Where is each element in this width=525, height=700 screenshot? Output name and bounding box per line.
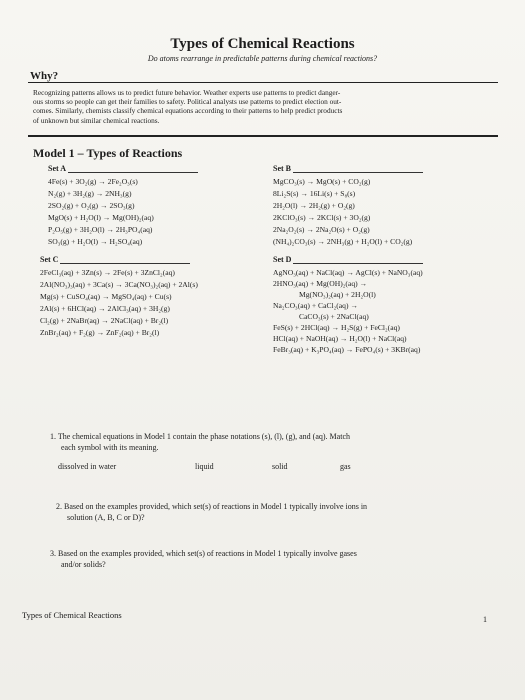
equation: FeS(s) + 2HCl(aq) → H₂S(g) + FeCl₂(aq): [273, 323, 400, 332]
set-d-underline: [293, 255, 423, 264]
question-2: [56, 502, 496, 523]
equation: 2SO₂(g) + O₂(g) → 2SO₃(g): [48, 201, 135, 210]
page-number: 1: [483, 615, 487, 624]
why-line: Recognizing patterns allows us to predict future behavior. Weather experts use patterns to predict danger-: [33, 88, 341, 97]
set-a-equations: [48, 176, 154, 248]
equation: 2Al(NO₃)₃(aq) + 3Ca(s) → 3Ca(NO₃)₂(aq) + 2Al(s): [40, 280, 198, 289]
set-c-header: [40, 255, 190, 264]
set-a-underline: [68, 164, 198, 173]
set-b-label: Set B: [273, 164, 291, 173]
why-paragraph: [33, 88, 488, 125]
equation: P₂O₅(g) + 3H₂O(l) → 2H₃PO₄(aq): [48, 225, 153, 234]
set-b-equations: [273, 176, 412, 248]
equation: 2Na₂O₂(s) → 2Na₂O(s) + O₂(g): [273, 225, 370, 234]
equation: HCl(aq) + NaOH(aq) → H₂O(l) + NaCl(aq): [273, 334, 407, 343]
divider: [28, 135, 498, 137]
page-subtitle: Do atoms rearrange in predictable patterns during chemical reactions?: [147, 54, 378, 63]
question-3: [50, 549, 490, 570]
set-a-header: [48, 164, 198, 173]
set-c-label: Set C: [40, 255, 59, 264]
equation: 2KClO₃(s) → 2KCl(s) + 3O₂(g): [273, 213, 371, 222]
set-c-equations: [40, 267, 198, 339]
equation: 2FeCl₃(aq) + 3Zn(s) → 2Fe(s) + 3ZnCl₂(aq): [40, 268, 175, 277]
question-3-line: and/or solids?: [61, 559, 106, 569]
set-c-underline: [60, 255, 190, 264]
phase-option-liquid: liquid: [195, 462, 214, 471]
question-1: [50, 432, 490, 453]
equation: 2HNO₃(aq) + Mg(OH)₂(aq) →: [273, 279, 368, 288]
question-2-line: 2. Based on the examples provided, which set(s) of reactions in Model 1 typically involve ions in: [56, 502, 368, 511]
phase-option-solid: solid: [272, 462, 288, 471]
equation: SO₃(g) + H₂O(l) → H₂SO₄(aq): [48, 237, 143, 246]
equation: Na₂CO₃(aq) + CaCl₂(aq) →: [273, 301, 358, 310]
why-line: comes. Similarly, chemists classify chemical equations according to their patterns to help predict products: [33, 106, 343, 116]
question-2-line: solution (A, B, C or D)?: [67, 512, 145, 522]
equation: Mg(s) + CuSO₄(aq) → MgSO₄(aq) + Cu(s): [40, 292, 172, 301]
equation: (NH₄)₂CO₃(s) → 2NH₃(g) + H₂O(l) + CO₂(g): [273, 237, 413, 246]
set-d-header: [273, 255, 423, 264]
why-line: ous storms so people can get their families to safety. Political analysts use patterns to predict election out-: [33, 97, 342, 107]
why-line: of unknown but similar chemical reactions.: [33, 115, 160, 125]
set-d-label: Set D: [273, 255, 292, 264]
question-3-line: 3. Based on the examples provided, which set(s) of reactions in Model 1 typically involve gases: [50, 549, 357, 558]
equation: FeBr₃(aq) + K₃PO₄(aq) → FePO₄(s) + 3KBr(aq): [273, 345, 421, 354]
set-d-equations: [273, 267, 423, 355]
page-title: Types of Chemical Reactions: [170, 36, 355, 52]
set-b-header: [273, 164, 423, 173]
footer-title: Types of Chemical Reactions: [22, 610, 122, 620]
phase-option-gas: gas: [340, 462, 351, 471]
equation: MgO(s) + H₂O(l) → Mg(OH)₂(aq): [48, 213, 154, 222]
equation-continuation: CaCO₃(s) + 2NaCl(aq): [299, 312, 369, 321]
equation: 4Fe(s) + 3O₂(g) → 2Fe₂O₃(s): [48, 177, 138, 186]
set-b-underline: [293, 164, 423, 173]
equation: 2Al(s) + 6HCl(aq) → 2AlCl₃(aq) + 3H₂(g): [40, 304, 170, 313]
equation: Cl₂(g) + 2NaBr(aq) → 2NaCl(aq) + Br₂(l): [40, 316, 169, 325]
why-heading: Why?: [30, 70, 59, 82]
question-1-line: each symbol with its meaning.: [61, 442, 159, 452]
equation: 8Li₂S(s) → 16Li(s) + S₈(s): [273, 189, 356, 198]
equation: 2H₂O(l) → 2H₂(g) + O₂(g): [273, 201, 355, 210]
equation: AgNO₃(aq) + NaCl(aq) → AgCl(s) + NaNO₃(aq): [273, 268, 423, 277]
divider: [28, 82, 498, 83]
set-a-label: Set A: [48, 164, 66, 173]
equation: MgCO₃(s) → MgO(s) + CO₂(g): [273, 177, 371, 186]
equation: ZnBr₂(aq) + F₂(g) → ZnF₂(aq) + Br₂(l): [40, 328, 160, 337]
equation: N₂(g) + 3H₂(g) → 2NH₃(g): [48, 189, 132, 198]
model-title: Model 1 – Types of Reactions: [33, 146, 183, 160]
equation-continuation: Mg(NO₃)₂(aq) + 2H₂O(l): [299, 290, 376, 299]
phase-option-aqueous: dissolved in water: [58, 462, 117, 471]
question-1-line: 1. The chemical equations in Model 1 contain the phase notations (s), (l), (g), and (aq). Match: [50, 432, 350, 441]
